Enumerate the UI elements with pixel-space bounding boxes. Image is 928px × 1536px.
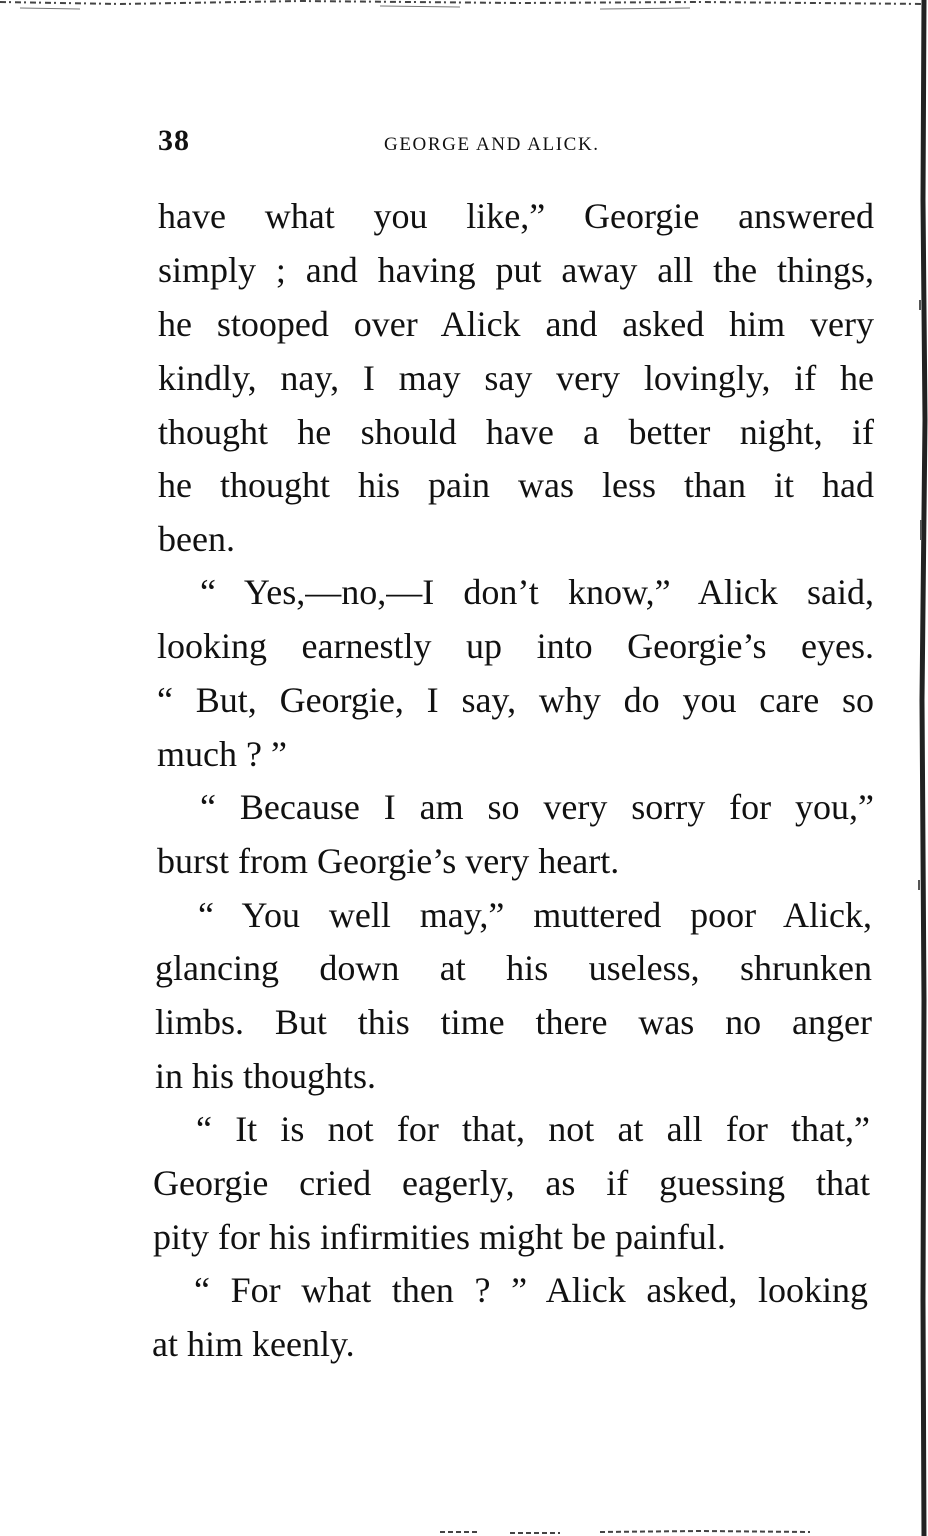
- text-line: “ For what then ? ” Alick asked, looking: [194, 1270, 868, 1310]
- scan-right-edge: [912, 0, 928, 1536]
- text-line: limbs. But this time there was no anger: [155, 1002, 872, 1042]
- text-line: in his thoughts.: [155, 1056, 377, 1096]
- text-line: “ You well may,” muttered poor Alick,: [198, 895, 872, 935]
- text-line: been.: [158, 519, 235, 559]
- text-line: thought he should have a better night, if: [158, 412, 874, 452]
- text-line: “ Because I am so very sorry for you,”: [200, 787, 874, 827]
- text-line: Georgie cried eagerly, as if guessing that: [153, 1163, 870, 1203]
- scan-bottom-edge: [440, 1522, 810, 1536]
- text-line: pity for his infirmities might be painful.: [153, 1217, 726, 1257]
- text-line: have what you like,” Georgie answered: [158, 196, 874, 236]
- text-line: burst from Georgie’s very heart.: [157, 841, 620, 881]
- page-number: 38: [158, 124, 190, 157]
- text-line: “ But, Georgie, I say, why do you care so: [157, 680, 874, 720]
- text-line: simply ; and having put away all the things,: [158, 250, 874, 290]
- text-line: he stooped over Alick and asked him very: [158, 304, 874, 344]
- page-header: [158, 124, 874, 164]
- text-line: “ It is not for that, not at all for that,”: [196, 1109, 870, 1149]
- text-line: looking earnestly up into Georgie’s eyes.: [157, 626, 874, 666]
- text-line: glancing down at his useless, shrunken: [155, 948, 872, 988]
- scan-top-edge: [0, 0, 928, 14]
- text-line: much ? ”: [157, 734, 287, 774]
- text-line: “ Yes,—no,—I don’t know,” Alick said,: [200, 572, 874, 612]
- text-line: kindly, nay, I may say very lovingly, if he: [158, 358, 874, 398]
- text-line: he thought his pain was less than it had: [158, 465, 874, 505]
- running-head: GEORGE AND ALICK.: [384, 134, 600, 155]
- text-line: at him keenly.: [152, 1324, 355, 1364]
